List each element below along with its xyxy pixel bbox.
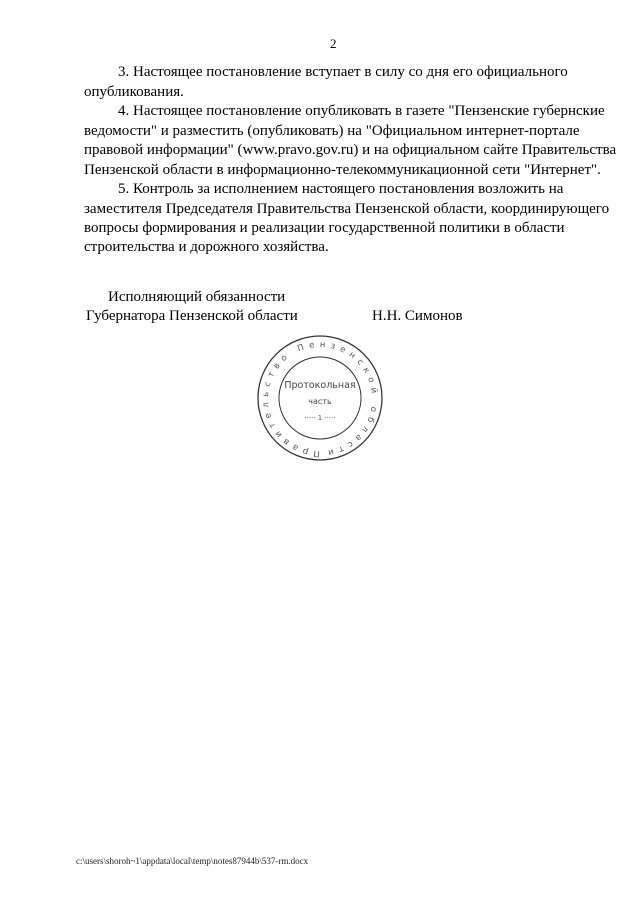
text-line: вопросы формирования и реализации государственной политики в области	[84, 220, 565, 236]
official-seal-stamp	[250, 332, 390, 467]
text-line: правовой информации" (www.pravo.gov.ru) и на официальном сайте Правительства	[84, 142, 617, 158]
text-line: Пензенской области в информационно-телекоммуникационной сети "Интернет".	[84, 162, 601, 178]
text-line: 3. Настоящее постановление вступает в силу со дня его официального	[118, 64, 568, 80]
signatory-position-line2: Губернатора Пензенской области	[86, 308, 298, 324]
text-line: 5. Контроль за исполнением настоящего постановления возложить на	[118, 181, 564, 197]
signatory-name: Н.Н. Симонов	[372, 308, 463, 324]
seal-number: ····· 1 ·····	[304, 414, 336, 422]
text-line: ведомости" и разместить (опубликовать) на "Официальном интернет-портале	[84, 123, 580, 139]
seal-center-line2: часть	[308, 397, 332, 406]
text-line: строительства и дорожного хозяйства.	[84, 239, 329, 255]
text-line: опубликования.	[84, 84, 184, 100]
page-number: 2	[330, 36, 337, 51]
seal-ring-text: Правительство Пензенской области	[260, 339, 380, 459]
footer-file-path: c:\users\shoroh~1\appdata\local\temp\notes87944b\537-rm.docx	[76, 856, 309, 866]
signatory-position-line1: Исполняющий обязанности	[108, 289, 286, 305]
seal-center-line1: Протокольная	[284, 380, 356, 391]
text-line: 4. Настоящее постановление опубликовать в газете "Пензенские губернские	[118, 103, 605, 119]
text-line: заместителя Председателя Правительства Пензенской области, координирующего	[84, 201, 610, 217]
